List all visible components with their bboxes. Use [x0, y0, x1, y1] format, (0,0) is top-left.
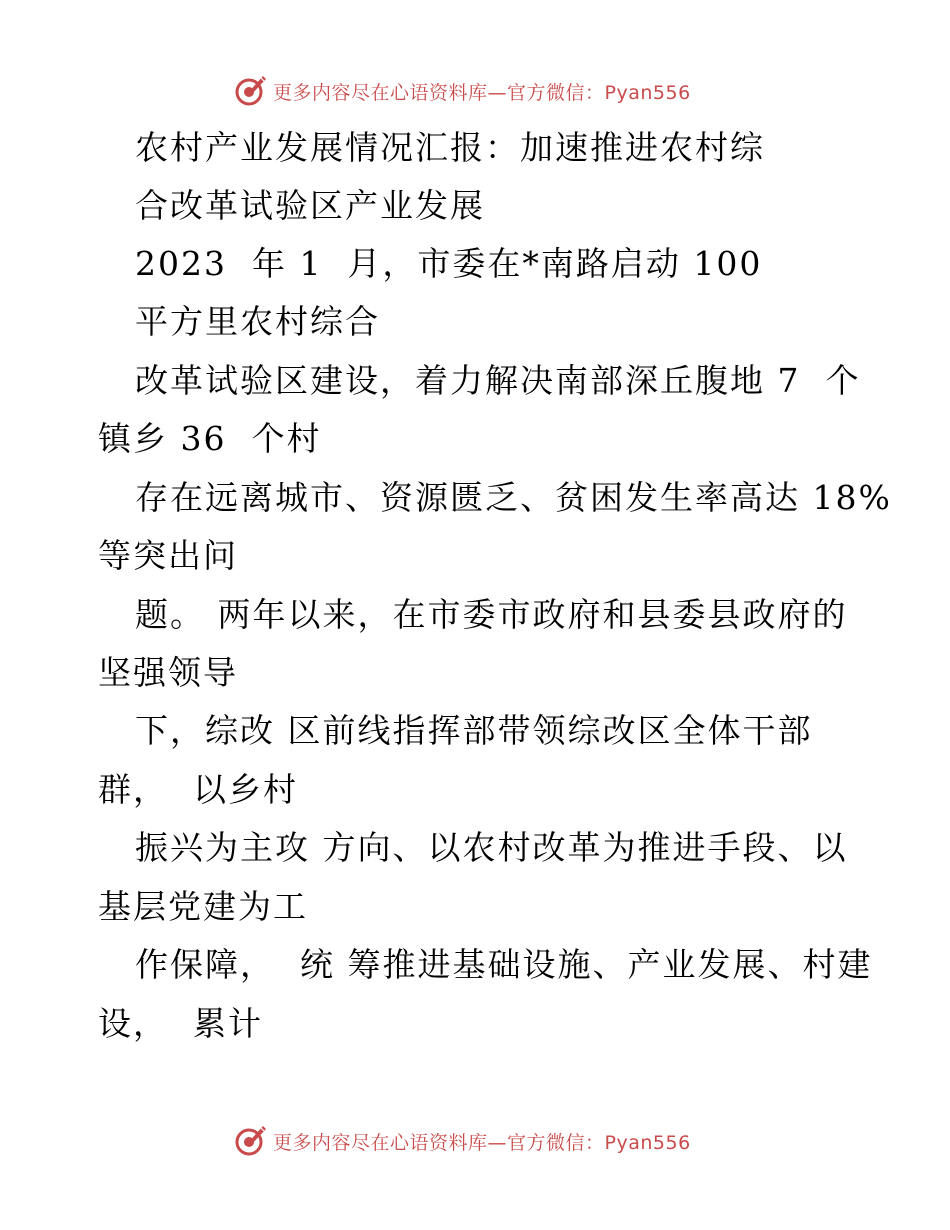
doc-line: 农村产业发展情况汇报：加速推进农村综	[135, 128, 765, 167]
doc-line: 下，综改 区前线指挥部带领综改区全体干部	[135, 711, 813, 750]
doc-line: 2023 年 1 月，市委在*南路启动 100	[135, 244, 763, 283]
banner-separator: —	[487, 82, 508, 104]
doc-line: 基层党建为工	[98, 887, 308, 926]
header-banner	[0, 70, 950, 110]
doc-line: 等突出问	[98, 536, 238, 575]
footer-banner	[0, 1120, 950, 1160]
doc-line: 改革试验区建设，着力解决南部深丘腹地 7 个	[135, 361, 861, 400]
banner-text	[273, 78, 691, 105]
banner-separator: —	[487, 1132, 508, 1154]
banner-wechat-id: Pyan556	[604, 82, 691, 104]
doc-line: 镇乡 36 个村	[98, 419, 322, 458]
quill-seal-icon	[233, 72, 269, 108]
banner-main-text: 更多内容尽在心语资料库	[273, 82, 488, 104]
doc-line: 坚强领导	[98, 653, 238, 692]
quill-seal-icon	[233, 1122, 269, 1158]
doc-line: 合改革试验区产业发展	[135, 186, 485, 225]
banner-main-text: 更多内容尽在心语资料库	[273, 1132, 488, 1154]
doc-line: 平方里农村综合	[135, 302, 380, 341]
doc-line: 作保障， 统 筹推进基础设施、产业发展、村建	[135, 945, 873, 984]
banner-official-label: 官方微信：	[507, 1132, 605, 1154]
doc-line: 存在远离城市、资源匮乏、贫困发生率高达 18%	[135, 478, 892, 517]
doc-line: 题。 两年以来，在市委市政府和县委县政府的	[135, 595, 848, 634]
banner-text	[273, 1128, 691, 1155]
doc-line: 设， 累计	[98, 1004, 263, 1043]
doc-line: 振兴为主攻 方向、以农村改革为推进手段、以	[135, 828, 848, 867]
doc-line: 群， 以乡村	[98, 770, 298, 809]
banner-official-label: 官方微信：	[507, 82, 605, 104]
banner-wechat-id: Pyan556	[604, 1132, 691, 1154]
